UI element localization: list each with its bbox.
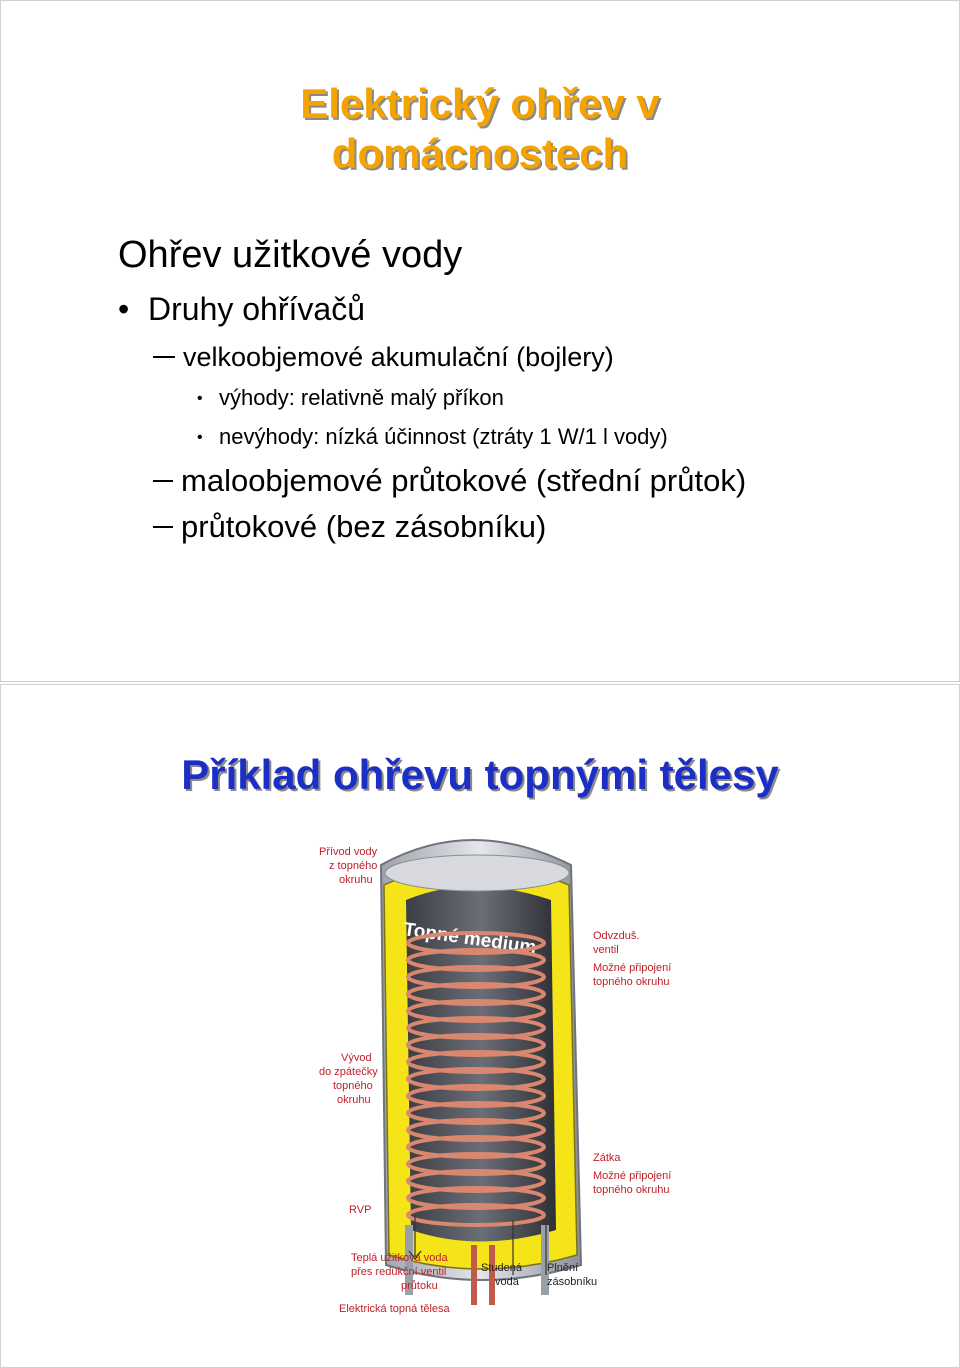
dash-item-text: velkoobjemové akumulační (bojlery) xyxy=(183,342,614,372)
label-electric-heaters: Elektrická topná tělesa xyxy=(339,1303,450,1315)
slide-title-line-1: Elektrický ohřev v xyxy=(300,80,660,127)
svg-text:zásobníku: zásobníku xyxy=(547,1276,598,1288)
slide-2 xyxy=(0,684,960,1368)
pipe-center-2 xyxy=(489,1245,495,1305)
dash-icon xyxy=(153,526,173,528)
heating-medium-label: Topné medium xyxy=(402,919,538,959)
dash-item-flow xyxy=(153,506,546,548)
label-inlet xyxy=(319,846,378,886)
label-rvp: RVP xyxy=(349,1204,372,1216)
svg-text:Vývod: Vývod xyxy=(341,1052,372,1064)
slide-title-line-2: domácnostech xyxy=(331,130,629,177)
svg-text:topného: topného xyxy=(333,1080,373,1092)
water-heater-diagram xyxy=(1,825,959,1365)
dash-icon xyxy=(153,480,173,482)
pipe-center-1 xyxy=(471,1245,477,1305)
sub-bullet-advantages xyxy=(197,382,504,415)
label-connection-bottom xyxy=(593,1170,671,1196)
svg-text:okruhu: okruhu xyxy=(339,874,373,886)
svg-text:ventil: ventil xyxy=(593,944,619,956)
label-hot-water xyxy=(351,1252,448,1292)
dash-item-large-storage xyxy=(153,338,614,376)
bullet-text: Druhy ohřívačů xyxy=(148,291,365,327)
svg-text:přes redukční ventil: přes redukční ventil xyxy=(351,1266,447,1278)
tank-lid xyxy=(385,855,569,891)
svg-text:průtoku: průtoku xyxy=(401,1280,438,1292)
svg-text:Možné připojení: Možné připojení xyxy=(593,1170,672,1182)
bullet-icon: • xyxy=(197,390,203,408)
svg-text:okruhu: okruhu xyxy=(337,1094,371,1106)
svg-text:Odvzduš.: Odvzduš. xyxy=(593,930,640,942)
svg-text:z topného: z topného xyxy=(329,860,378,872)
svg-text:Studená: Studená xyxy=(481,1262,522,1274)
label-outlet xyxy=(319,1052,378,1106)
svg-text:topného okruhu: topného okruhu xyxy=(593,1184,670,1196)
svg-text:Plnění: Plnění xyxy=(547,1262,579,1274)
dash-item-text: maloobjemové průtokové (střední průtok) xyxy=(181,463,747,498)
svg-text:Přívod vody: Přívod vody xyxy=(319,846,378,858)
slide-1 xyxy=(0,0,960,682)
label-filling xyxy=(547,1262,597,1288)
svg-text:voda: voda xyxy=(495,1276,519,1288)
label-plug: Zátka xyxy=(593,1152,621,1164)
svg-text:topného okruhu: topného okruhu xyxy=(593,976,670,988)
svg-text:do zpátečky: do zpátečky xyxy=(319,1066,378,1078)
slide-title: Příklad ohřevu topnými tělesy xyxy=(181,751,779,798)
bullet-icon: • xyxy=(197,429,203,447)
dash-icon xyxy=(153,356,175,358)
sub-bullet-text: výhody: relativně malý příkon xyxy=(219,385,504,410)
sub-bullet-text: nevýhody: nízká účinnost (ztráty 1 W/1 l vody) xyxy=(219,424,668,449)
bullet-icon: • xyxy=(118,291,130,327)
sub-bullet-disadvantages xyxy=(197,421,668,454)
section-heading: Ohřev užitkové vody xyxy=(118,234,463,276)
label-connection-top xyxy=(593,962,671,988)
svg-text:Možné připojení: Možné připojení xyxy=(593,962,672,974)
svg-text:Teplá užitková voda: Teplá užitková voda xyxy=(351,1252,448,1264)
dash-item-small-flow xyxy=(153,460,746,502)
label-air-valve xyxy=(593,930,639,956)
bullet-item xyxy=(118,287,365,331)
dash-item-text: průtokové (bez zásobníku) xyxy=(181,509,547,544)
